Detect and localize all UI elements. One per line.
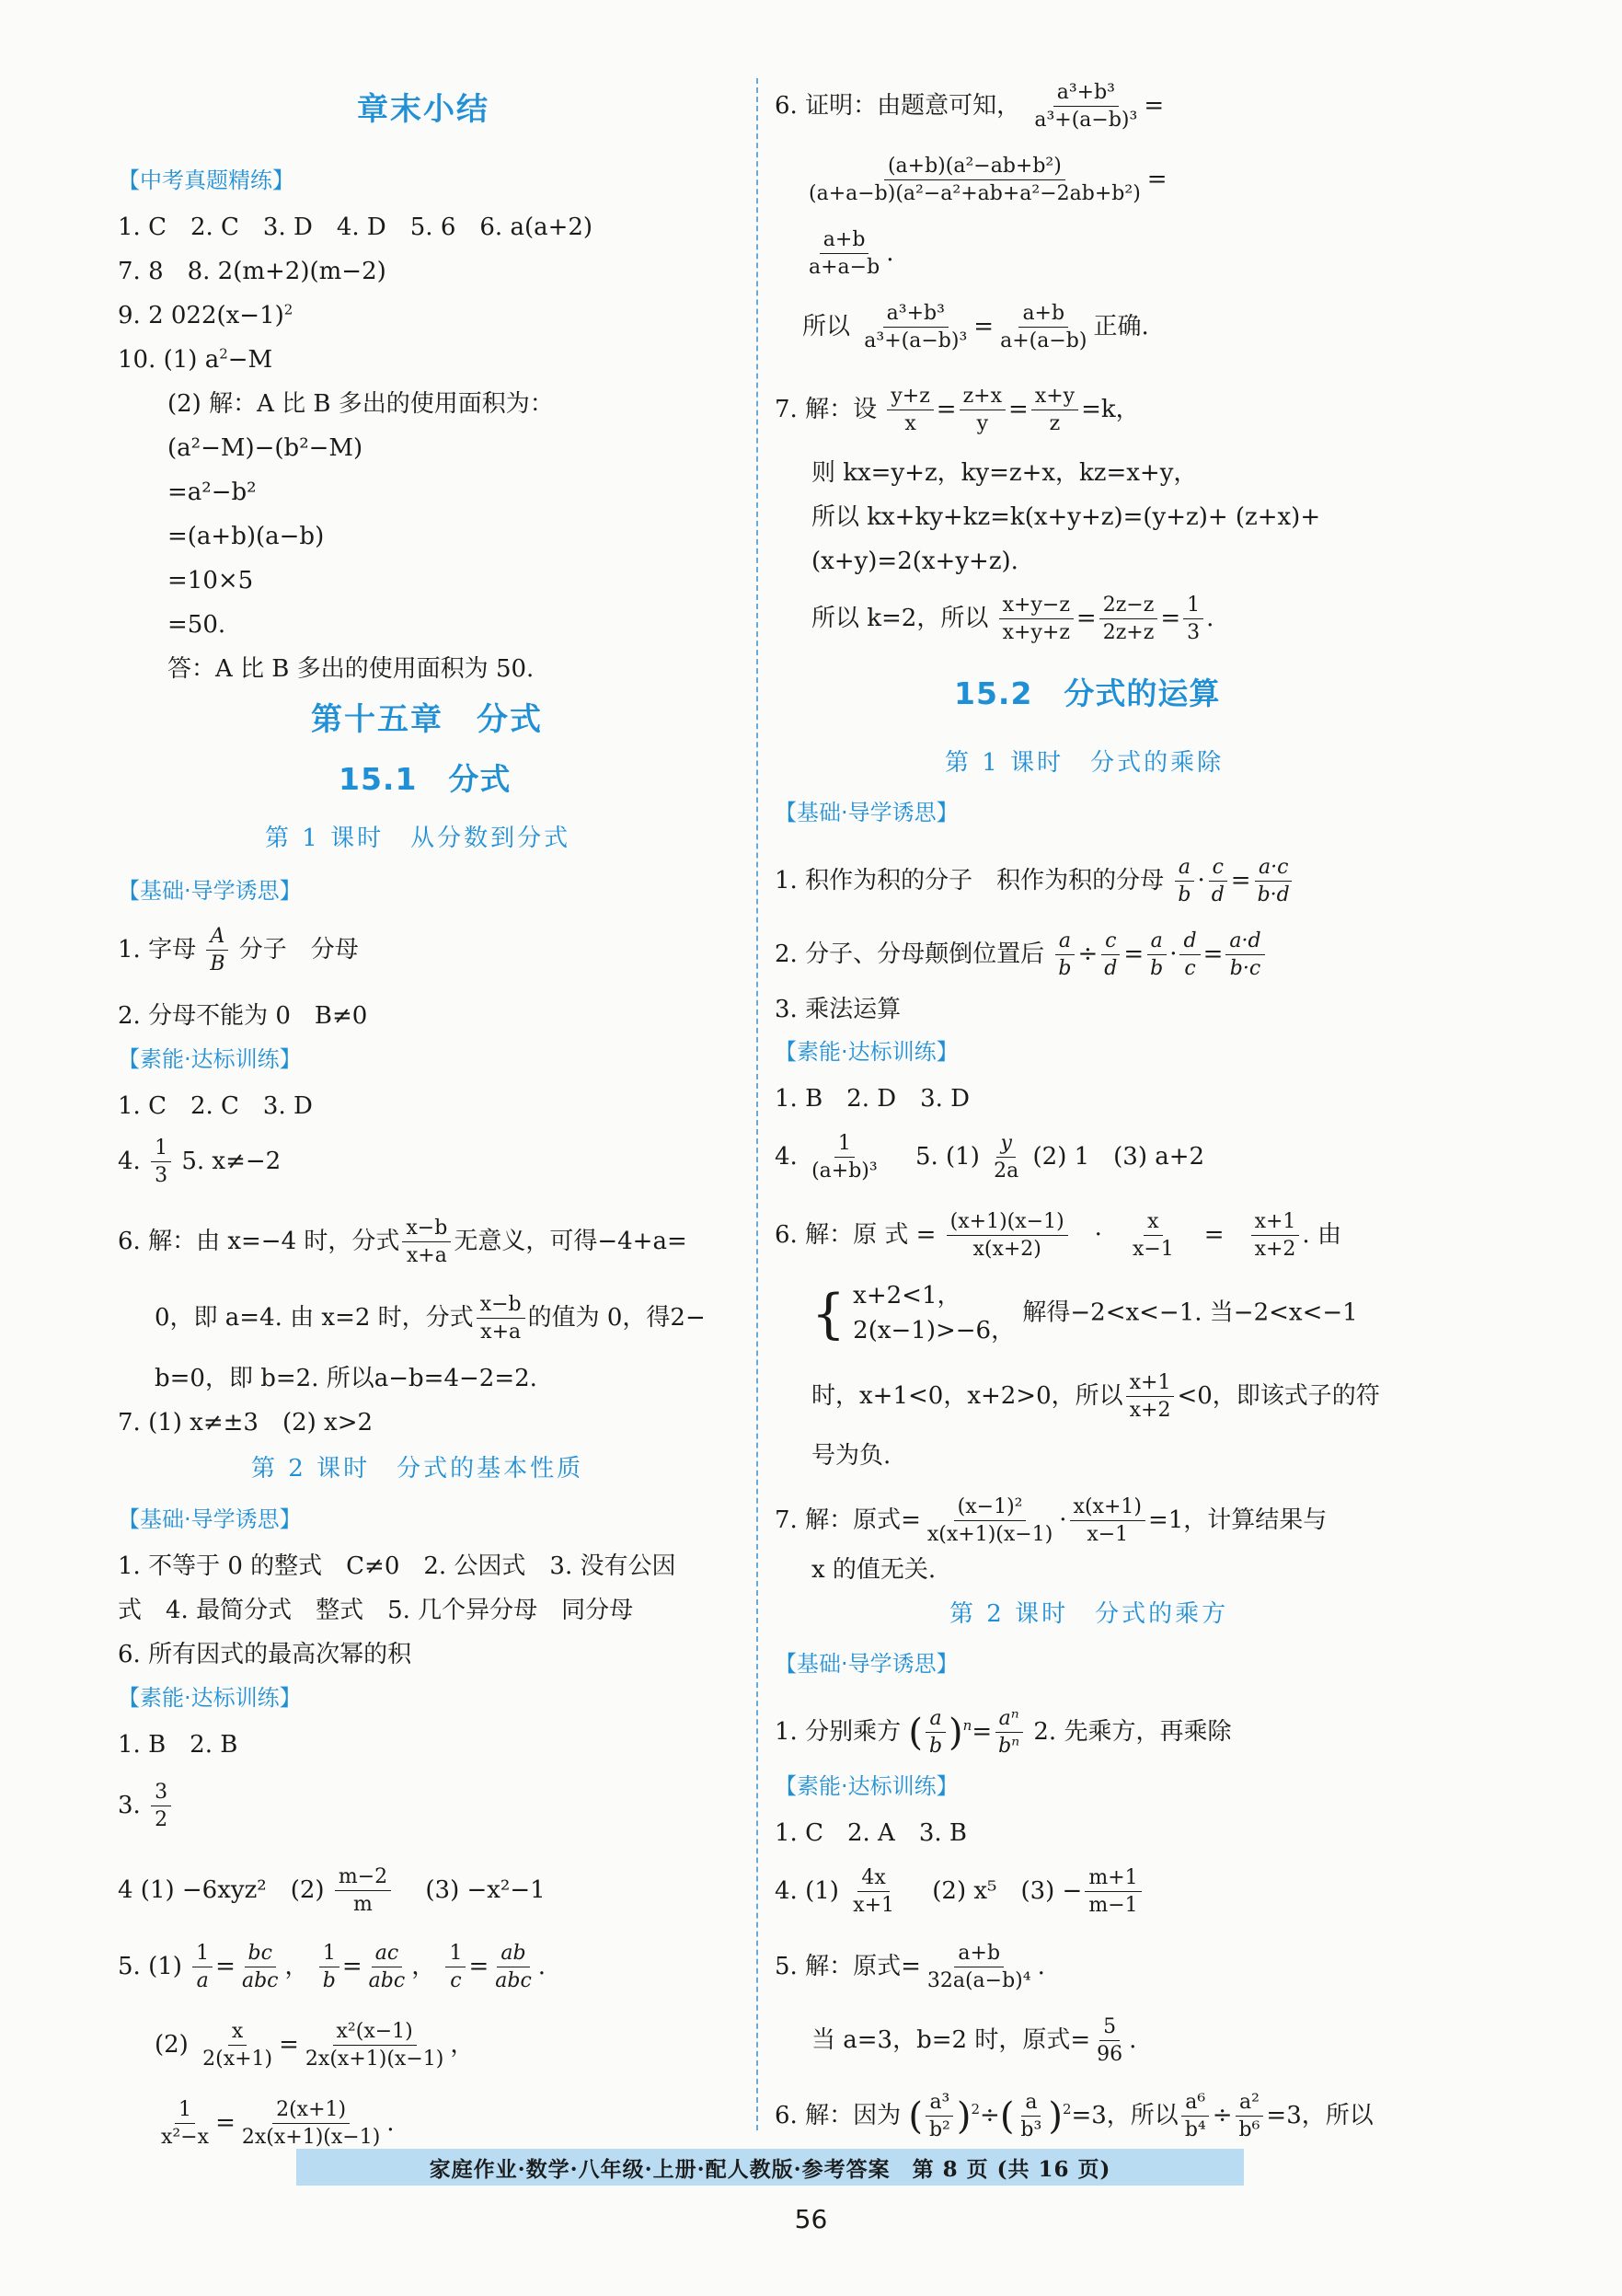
lesson-title: 第 2 课时 分式的基本性质	[251, 1455, 584, 1483]
answer-line: =a²−b²	[167, 479, 257, 506]
tag-training: 【素能·达标训练】	[775, 1039, 959, 1065]
answer-line: 3. $\frac{3}{2}$	[118, 1781, 174, 1832]
answer-line: 所以 kx+ky+kz=k(x+y+z)=(y+z)+ (z+x)+	[811, 503, 1321, 531]
answer-line: 6. 解：因为 ( $\frac{\text{a³}}{\text{b²}}$ )$^2$÷( $\frac{a}{\text{b³}}$ )$^2$=3，所以 $\frac{\text{a⁶}}{\text{b⁴}}$ ÷ $\frac{\text{a²}}{\text{b⁶}}$ =3，所以	[775, 2091, 1374, 2142]
answer-line: 6. 证明：由题意可知， $\frac{\text{a³+b³}}{\text{a³+(a−b)³}}$ =	[775, 81, 1165, 133]
answer-line: 5. 解：原式= $\frac{a+b}{\text{32a(a−b)⁴}}$ .	[775, 1942, 1045, 1993]
answer-line: 4. $\frac{1}{3}$ 5. x≠−2	[118, 1136, 282, 1188]
section-title: 15.1 分式	[339, 761, 512, 797]
answer-line: 4. (1) $\frac{4x}{x+1}$ (2) x⁵ (3) − $\frac{m+1}{m-1}$	[775, 1866, 1145, 1918]
answer-line: 时，x+1<0，x+2>0，所以 $\frac{x+1}{x+2}$ <0，即该式子的符	[811, 1371, 1380, 1423]
section-title: 15.2 分式的运算	[954, 675, 1221, 711]
lesson-title: 第 2 课时 分式的乘方	[949, 1600, 1229, 1628]
answer-line: 7. (1) x≠±3 (2) x>2	[118, 1409, 374, 1436]
answer-line: $\frac{\text{(a+b)(a²−ab+b²)}}{\text{(a+a−b)(a²−a²+ab+a²−2ab+b²)}}$ =	[809, 155, 1168, 206]
footer-banner: 家庭作业·数学·八年级·上册·配人教版·参考答案 第 8 页 (共 16 页)	[296, 2149, 1244, 2186]
answer-line: 7. 8 8. 2(m+2)(m−2)	[118, 258, 386, 285]
answer-line: 1. C 2. C 3. D 4. D 5. 6 6. a(a+2)	[118, 213, 593, 241]
answer-line: x 的值无关.	[811, 1556, 937, 1584]
chapter-title: 第十五章 分式	[311, 701, 543, 738]
tag-basic: 【基础·导学诱思】	[118, 1506, 302, 1532]
answer-line: 7. 解：原式= $\frac{\text{(x−1)²}}{x(x+1)(x-1)}$ · $\frac{x(x+1)}{x-1}$ =1，计算结果与	[775, 1495, 1328, 1547]
answer-line: 号为负.	[811, 1442, 892, 1470]
answer-line: $\frac{1}{\text{x²−x}}$ = $\frac{2(x+1)}{2x(x+1)(x-1)}$ .	[161, 2098, 395, 2150]
tag-basic: 【基础·导学诱思】	[118, 878, 302, 904]
answer-line: 所以 $\frac{\text{a³+b³}}{\text{a³+(a−b)³}}$ = $\frac{a+b}{a+(a-b)}$ 正确.	[802, 302, 1149, 353]
answer-line: 1. 字母 $\frac{A}{B}$ 分子 分母	[118, 925, 359, 976]
tag-training: 【素能·达标训练】	[118, 1685, 302, 1711]
column-divider	[756, 78, 758, 2130]
answer-line: 10. (1) $a^2-M$	[118, 345, 273, 374]
answer-line: (2) $\frac{x}{2(x+1)}$ = $\frac{\text{x²(x−1)}}{2x(x+1)(x-1)}$ ，	[155, 2020, 475, 2071]
answer-line: 1. 分别乘方 ( $\frac{a}{b}$ )$^n$= $\frac{\text{aⁿ}}{\text{bⁿ}}$ 2. 先乘方，再乘除	[775, 1707, 1232, 1759]
answer-line: (2) 解：A 比 B 多出的使用面积为：	[167, 390, 554, 418]
lesson-title: 第 1 课时 分式的乘除	[945, 749, 1225, 777]
answer-line: 当 a=3，b=2 时，原式= $\frac{5}{96}$ .	[811, 2015, 1137, 2067]
answer-line: 9. 2 $022(x-1)^2$	[118, 301, 293, 329]
tag-training: 【素能·达标训练】	[118, 1046, 302, 1072]
answer-line: 6. 解：原 式 = $\frac{(x+1)(x-1)}{x(x+2)}$ · $\frac{x}{x-1}$ = $\frac{x+1}{x+2}$ . 由	[775, 1210, 1341, 1262]
answer-line: 1. C 2. A 3. B	[775, 1819, 967, 1847]
brace-symbol: {	[811, 1282, 846, 1345]
answer-line: =(a+b)(a−b)	[167, 523, 325, 550]
answer-line: 5. (1) $\frac{1}{a}$ = $\frac{bc}{\text{abc}}$ ， $\frac{1}{b}$ = $\frac{ac}{\text{abc}}$ ， $\frac{1}{c}$ = $\frac{ab}{\text{abc}}$ .	[118, 1942, 546, 1993]
answer-line: =50.	[167, 611, 226, 639]
answer-line: 6. 所有因式的最高次幂的积	[118, 1641, 412, 1668]
answer-line: 6. 解：由 x=−4 时，分式 $\frac{x-b}{x+a}$ 无意义，可得−4+a=	[118, 1217, 687, 1268]
lesson-title: 第 1 课时 从分数到分式	[265, 825, 571, 852]
answer-line: 1. 不等于 0 的整式 C≠0 2. 公因式 3. 没有公因	[118, 1552, 676, 1580]
answer-line: 1. B 2. D 3. D	[775, 1085, 971, 1113]
tag-basic: 【基础·导学诱思】	[775, 800, 959, 825]
page-number: 56	[794, 2204, 828, 2234]
answer-line: $\frac{a+b}{a+a-b}$ .	[809, 228, 894, 280]
answer-line: 1. 积作为积的分子 积作为积的分母 $\frac{a}{b}$ · $\frac{c}{d}$ = $\frac{a\cdot c}{b\cdot d}$	[775, 856, 1296, 907]
answer-line: 1. C 2. C 3. D	[118, 1092, 313, 1120]
answer-line: 答：A 比 B 多出的使用面积为 50.	[167, 655, 535, 683]
answer-line: 7. 解：设 $\frac{y+z}{x}$ = $\frac{z+x}{y}$ = $\frac{x+y}{z}$ =k，	[775, 385, 1140, 436]
answer-line: 1. B 2. B	[118, 1731, 238, 1759]
tag-basic: 【基础·导学诱思】	[775, 1651, 959, 1677]
answer-line: 式 4. 最简分式 整式 5. 几个异分母 同分母	[118, 1597, 634, 1624]
answer-line: 4 (1) −6xyz² (2) $\frac{m-2}{m}$ (3) −x²−1	[118, 1865, 546, 1917]
answer-line: b=0，即 b=2. 所以a−b=4−2=2.	[155, 1365, 537, 1392]
answer-line: 则 kx=y+z，ky=z+x，kz=x+y，	[811, 459, 1198, 487]
answer-line: 2. 分母不能为 0 B≠0	[118, 1002, 368, 1030]
answer-line: 0，即 a=4. 由 x=2 时，分式 $\frac{x-b}{x+a}$ 的值为 0，得2−	[155, 1293, 706, 1344]
answer-line: (x+y)=2(x+y+z).	[811, 548, 1018, 575]
tag-exam-practice: 【中考真题精练】	[118, 167, 294, 193]
answer-line: =10×5	[167, 567, 254, 594]
answer-line: { x+2<1， 2(x−1)>−6， 解得−2<x<−1. 当−2<x<−1	[811, 1282, 1358, 1345]
answer-line: (a²−M)−(b²−M)	[167, 434, 363, 462]
tag-training: 【素能·达标训练】	[775, 1773, 959, 1799]
answer-line: 所以 k=2，所以 $\frac{x+y-z}{x+y+z}$ = $\frac{2z-z}{2z+z}$ = $\frac{1}{3}$ .	[811, 594, 1214, 645]
answer-line: 3. 乘法运算	[775, 996, 902, 1023]
answer-line: 4. $\frac{1}{\text{(a+b)³}}$ 5. (1) $\frac{y}{2a}$ (2) 1 (3) a+2	[775, 1132, 1205, 1183]
answer-line: 2. 分子、分母颠倒位置后 $\frac{a}{b}$ ÷ $\frac{c}{d}$ = $\frac{a}{b}$ · $\frac{d}{c}$ = $\frac{a\cdot d}{b\cdot c}$	[775, 929, 1268, 981]
chapter-summary-title: 章末小结	[357, 91, 489, 128]
